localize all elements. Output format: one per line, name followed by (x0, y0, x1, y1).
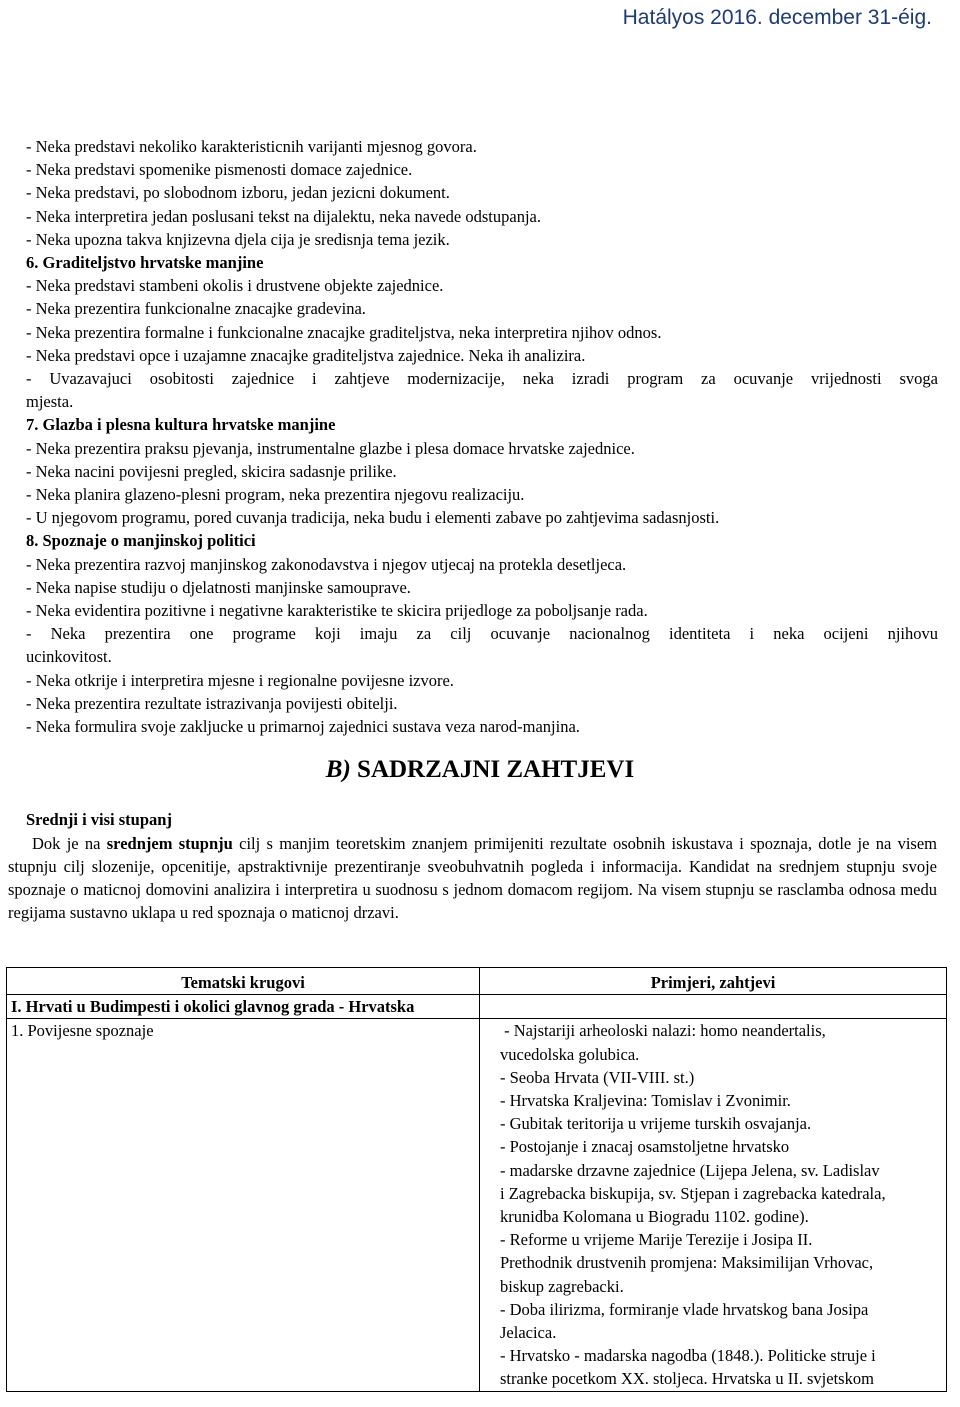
table-row (7, 1019, 947, 1391)
list-item: i Zagrebacka biskupija, sv. Stjepan i zagrebacka katedrala, (500, 1183, 886, 1203)
list-item: - Neka prezentira one programe koji imaju za cilj ocuvanje nacionalnog identiteta i neka ocijeni njihovu (26, 624, 938, 644)
list-item: - Hrvatsko - madarska nagodba (1848.). Politicke struje i (500, 1346, 876, 1366)
list-item: - Neka prezentira formalne i funkcionalne znacajke graditeljstva, neka interpretira njihov odnos. (26, 322, 662, 342)
list-item: Prethodnik drustvenih promjena: Maksimilijan Vrhovac, (500, 1253, 874, 1273)
list-item: - Neka otkrije i interpretira mjesne i regionalne povijesne izvore. (26, 670, 454, 690)
list-item: - Najstariji arheoloski nalazi: homo neandertalis, (500, 1021, 826, 1041)
list-item: - Seoba Hrvata (VII-VIII. st.) (500, 1067, 695, 1087)
section-heading-7: 7. Glazba i plesna kultura hrvatske manjine (26, 415, 336, 435)
list-item: - Neka evidentira pozitivne i negativne karakteristike te skicira prijedloge za poboljsanje rada. (26, 601, 648, 621)
list-item: - Neka predstavi nekoliko karakteristicnih varijanti mjesnog govora. (26, 137, 477, 156)
list-item: biskup zagrebacki. (500, 1276, 624, 1296)
subheading: Srednji i visi stupanj (26, 810, 172, 829)
list-item: - madarske drzavne zajednice (Lijepa Jelena, sv. Ladislav (500, 1160, 880, 1180)
list-item: - Neka interpretira jedan poslusani tekst na dijalektu, neka navede odstupanja. (26, 206, 541, 226)
section-title-b: B) SADRZAJNI ZAHTJEVI (325, 756, 635, 783)
paragraph-text: Dok je na srednjem stupnju cilj s manjim teoretskim znanjem primijeniti rezultate osobnih iskustava i spoznaja, dotle je na visem stupnju cilj slozenije, opcenitije, apstraktivnije prezentiranje sveobuhvatnih pogleda i informacija. Kandidat na srednjem stupnju svoje spoznaje o maticnoj domovini analizira i interpretira u suodnosu s jednom domacom regijom. Na visem stupnju se rasclamba odnosa medu regijama sustavno uklapa u red spoznaja o maticnoj drzavi. (8, 833, 937, 923)
list-item: - Neka prezentira rezultate istrazivanja povijesti obitelji. (26, 693, 398, 713)
table-row (7, 995, 947, 1019)
list-item: krunidba Kolomana u Biogradu 1102. godine). (500, 1207, 809, 1227)
list-item: - Neka prezentira razvoj manjinskog zakonodavstva i njegov utjecaj na protekla desetljeca. (26, 554, 627, 574)
list-item: - Hrvatska Kraljevina: Tomislav i Zvonimir. (500, 1091, 791, 1111)
list-item: vucedolska golubica. (500, 1044, 640, 1064)
list-item: - Neka nacini povijesni pregled, skicira sadasnje prilike. (26, 461, 397, 481)
section-heading-8: 8. Spoznaje o manjinskoj politici (26, 531, 256, 551)
table-header-row (7, 968, 947, 995)
list-item: - Neka predstavi stambeni okolis i drustvene objekte zajednice. (26, 276, 444, 296)
table-cell-examples (480, 1019, 947, 1391)
table-section-title: I. Hrvati u Budimpesti i okolici glavnog grada - Hrvatska (7, 995, 480, 1019)
list-item: - Neka planira glazeno-plesni program, neka prezentira njegovu realizaciju. (26, 485, 525, 505)
list-item: - Neka predstavi, po slobodnom izboru, jedan jezicni dokument. (26, 183, 450, 203)
list-item: - Neka prezentira funkcionalne znacajke gradevina. (26, 299, 366, 319)
list-item: - Doba ilirizma, formiranje vlade hrvatskog bana Josipa (500, 1299, 869, 1319)
page-header: Hatályos 2016. december 31-éig. (622, 6, 932, 29)
section-heading-6: 6. Graditeljstvo hrvatske manjine (26, 253, 264, 273)
list-item: - Reforme u vrijeme Marije Terezije i Josipa II. (500, 1230, 813, 1250)
list-item: - Uvazavajuci osobitosti zajednice i zahtjeve modernizacije, neka izradi program za ocuvanje vrijednosti svoga (26, 369, 938, 389)
column-header-examples: Primjeri, zahtjevi (480, 968, 947, 995)
list-item: - Neka formulira svoje zakljucke u primarnoj zajednici sustava veza narod-manjina. (26, 717, 580, 737)
list-item: mjesta. (26, 392, 74, 412)
list-item: - Neka napise studiju o djelatnosti manjinske samouprave. (26, 577, 411, 597)
list-item: stranke pocetkom XX. stoljeca. Hrvatska u II. svjetskom (500, 1369, 874, 1389)
column-header-topics: Tematski krugovi (7, 968, 480, 995)
list-item: - Neka upozna takva knjizevna djela cija je sredisnja tema jezik. (26, 229, 450, 249)
list-item: - Gubitak teritorija u vrijeme turskih osvajanja. (500, 1114, 812, 1134)
list-item: ucinkovitost. (26, 647, 112, 667)
requirements-list (26, 135, 938, 738)
list-item: - Neka predstavi opce i uzajamne znacajke graditeljstva zajednice. Neka ih analizira. (26, 345, 586, 365)
requirements-table (6, 967, 947, 1392)
list-item: - Neka predstavi spomenike pismenosti domace zajednice. (26, 160, 413, 180)
table-cell-empty (480, 995, 947, 1019)
list-item: - Neka prezentira praksu pjevanja, instrumentalne glazbe i plesa domace hrvatske zajednice. (26, 438, 635, 458)
list-item: Jelacica. (500, 1323, 557, 1343)
list-item: - Postojanje i znacaj osamstoljetne hrvatsko (500, 1137, 790, 1157)
intro-paragraph (8, 808, 937, 924)
list-item: - U njegovom programu, pored cuvanja tradicija, neka budu i elementi zabave po zahtjevima sadasnjosti. (26, 508, 720, 528)
table-cell-topic: 1. Povijesne spoznaje (7, 1019, 480, 1391)
